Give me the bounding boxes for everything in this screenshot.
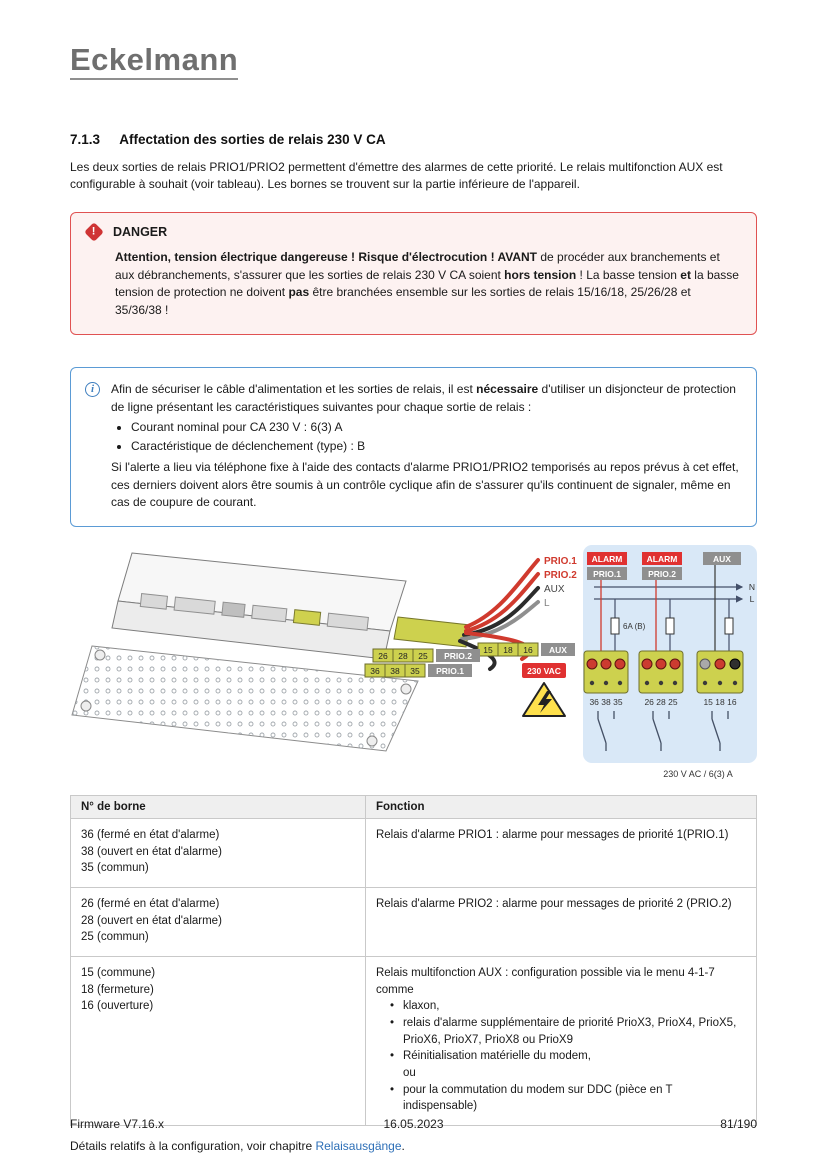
eckelmann-logo: [70, 44, 238, 80]
svg-text:26: 26: [378, 651, 388, 662]
danger-title: DANGER: [113, 224, 168, 239]
info-bullet: • Courant nominal pour CA 230 V : 6(3) A: [131, 419, 740, 437]
intro-paragraph: Les deux sorties de relais PRIO1/PRIO2 permettent d'émettre des alarmes de cette priorité. Le relais multifonction AUX est configurable à souhait (voir tableau). Les bornes se trouvent sur la partie inférieure de l'appareil.: [70, 160, 723, 192]
table-row: [71, 888, 757, 957]
svg-text:16: 16: [523, 645, 533, 656]
borne-cell: 36 (fermé en état d'alarme) 38 (ouvert en état d'alarme) 35 (commun): [71, 819, 366, 888]
footer-page-number: 81/190: [720, 1117, 757, 1131]
alarm2-label: ALARM: [646, 554, 678, 565]
aux-option: • relais d'alarme supplémentaire de priorité PrioX3, PrioX4, PrioX5, PrioX6, PrioX7, PrioX8 ou PrioX9: [389, 1017, 737, 1046]
danger-diamond-icon: !: [84, 222, 104, 242]
schematic-prio2-label: PRIO.2: [648, 569, 676, 580]
fonction-cell: [365, 957, 756, 1126]
table-row: [71, 819, 757, 888]
wire-label-prio2: PRIO.2: [544, 570, 577, 582]
section-title: Affectation des sorties de relais 230 V CA: [119, 132, 386, 147]
section-number: 7.1.3: [70, 132, 101, 147]
footer-firmware: Firmware V7.16.x: [70, 1117, 165, 1131]
wire-label-l: L: [544, 598, 550, 610]
aux-option: ou: [402, 1067, 416, 1080]
alarm1-label: ALARM: [591, 554, 623, 565]
info-bullet-list: [131, 419, 740, 456]
section-heading: [70, 132, 757, 147]
borne-cell: 15 (commune) 18 (fermeture) 16 (ouverture): [71, 957, 366, 1126]
relay-wiring-diagram: [70, 543, 757, 783]
svg-text:35: 35: [410, 666, 420, 677]
fonction-cell: Relais d'alarme PRIO1 : alarme pour messages de priorité 1(PRIO.1): [365, 819, 756, 888]
aux-option: • Réinitialisation matérielle du modem,: [389, 1050, 591, 1063]
terminals-aux-numbers: 15 18 16: [703, 697, 737, 708]
borne-cell: 26 (fermé en état d'alarme) 28 (ouvert en état d'alarme) 25 (commun): [71, 888, 366, 957]
info-paragraph-2: Si l'alerte a lieu via téléphone fixe à l'aide des contacts d'alarme PRIO1/PRIO2 temporisés au repos prévus à cet effet, ces derniers doivent alors être soumis à un contrôle cyclique afin de s'assurer qu'ils continuent de signaler, même en cas de coupure de courant.: [111, 459, 739, 510]
fonction-cell: Relais d'alarme PRIO2 : alarme pour messages de priorité 2 (PRIO.2): [365, 888, 756, 957]
svg-text:15: 15: [483, 645, 493, 656]
terminals-prio2-numbers: 26 28 25: [644, 697, 678, 708]
aux-option: • pour la commutation du modem sur DDC (pièce en T indispensable): [389, 1083, 673, 1113]
aux-strip-label: AUX: [549, 645, 567, 656]
svg-text:38: 38: [390, 666, 400, 677]
footer-date: 16.05.2023: [383, 1117, 444, 1131]
svg-text:18: 18: [503, 645, 513, 656]
header-borne: N° de borne: [71, 796, 366, 819]
header-fonction: Fonction: [365, 796, 756, 819]
info-circle-icon: i: [85, 382, 100, 397]
rating-label: 230 V AC / 6(3) A: [663, 769, 733, 780]
info-bullet: • Caractéristique de déclenchement (type) : B: [131, 438, 740, 456]
relaisausgaenge-link[interactable]: Relaisausgänge: [315, 1139, 402, 1154]
closing-note: Détails relatifs à la configuration, voir chapitre Relaisausgänge.: [70, 1139, 405, 1154]
table-row: [71, 957, 757, 1126]
svg-text:36: 36: [370, 666, 380, 677]
logo-wordmark: Eckelmann: [70, 42, 239, 77]
voltage-badge-label: 230 VAC: [527, 666, 561, 677]
fuse-rating-label: 6A (B): [623, 622, 646, 632]
aux-option: • klaxon,: [389, 1000, 440, 1013]
logo-underline: [70, 78, 238, 80]
info-box: [70, 367, 757, 527]
info-text: [111, 381, 740, 512]
relay-wiring-svg: [70, 543, 760, 783]
table-header-row: [71, 796, 757, 819]
terminals-prio1-numbers: 36 38 35: [589, 697, 623, 708]
info-paragraph-1: Afin de sécuriser le câble d'alimentation et les sorties de relais, il est nécessaire d'utiliser un disjoncteur de protection de ligne présentant les caractéristiques suivantes pour chaque sortie de relais :: [111, 381, 736, 414]
danger-text: Attention, tension électrique dangereuse ! Risque d'électrocution ! AVANT de procéder aux branchements et aux débranchements, s'assurer que les sorties de relais 230 V CA soient hors tension ! La basse tension et la basse tension de protection ne doivent pas être branchées ensemble sur les sorties de relais 15/16/18, 25/26/28 et 35/36/38 !: [115, 249, 739, 318]
fonction-intro: Relais multifonction AUX : configuration possible via le menu 4-1-7 comme: [375, 967, 715, 996]
danger-box: [70, 212, 757, 335]
prio2-strip-label: PRIO.2: [444, 651, 472, 662]
n-line-label: N: [748, 582, 756, 593]
l-line-label: L: [749, 594, 755, 605]
svg-text:28: 28: [398, 651, 408, 662]
terminal-function-table: [70, 795, 757, 1126]
relay-connector-block: [394, 617, 470, 647]
high-voltage-warning-icon: [523, 683, 565, 716]
wire-label-prio1: PRIO.1: [544, 556, 577, 568]
schematic-prio1-label: PRIO.1: [593, 569, 621, 580]
svg-text:25: 25: [418, 651, 428, 662]
wire-label-aux: AUX: [544, 584, 565, 596]
prio1-strip-label: PRIO.1: [436, 666, 464, 677]
schematic-aux-label: AUX: [713, 554, 731, 565]
page-footer: [70, 1117, 757, 1131]
